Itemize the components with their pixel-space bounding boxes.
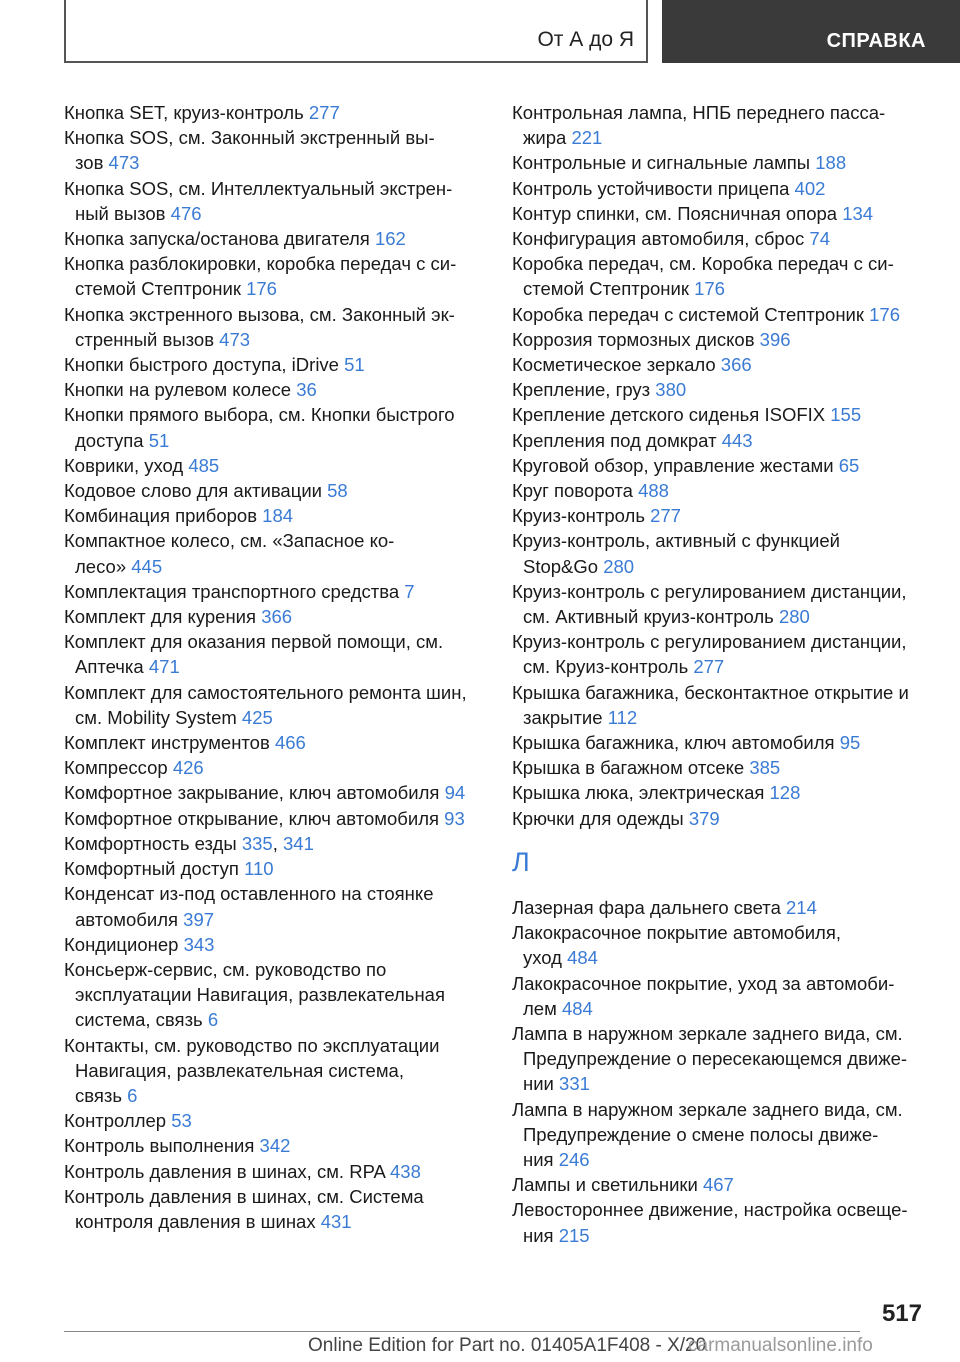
index-entry [512,920,932,970]
page-reference-link[interactable]: 280 [603,555,635,577]
index-group-l [512,895,932,1248]
index-entry-text: Компактное колесо, см. «Запасное ко- лесо» [64,530,395,577]
index-entry [64,176,484,226]
index-entry [64,730,484,755]
index-entry-text: Кодовое слово для активации [64,480,328,502]
page-reference-link[interactable]: 7 [404,580,415,602]
page-reference-link[interactable]: 58 [327,480,348,502]
index-entry [64,604,484,629]
index-entry [512,226,932,251]
page-reference-link[interactable]: 134 [842,202,874,224]
index-entry [64,932,484,957]
page-reference-link[interactable]: 277 [693,656,725,678]
index-entry-text: Лакокрасочное покрытие автомобиля, уход [512,922,841,969]
index-entry-text: Кнопка разблокировки, коробка передач с си- стемой Стептроник [64,253,457,300]
page-reference-link[interactable]: 51 [344,354,365,376]
index-column-left [64,100,484,1234]
index-entry-text: Круг поворота [512,480,639,502]
index-entry-text: Круиз-контроль с регулированием дистанции, см. Активный круиз-контроль [512,580,907,628]
edition-text: Online Edition for Part no. 01405A1F408 - X/20 [308,1335,707,1356]
index-entry-text: Контакты, см. руководство по эксплуатации Навигация, развлекательная система, связь [64,1034,440,1106]
index-entry-text: Крышка багажника, ключ автомобиля [512,732,840,754]
page-reference-link[interactable]: 380 [655,379,687,401]
index-entry-text: Кондиционер [64,933,184,955]
index-entry-text: Компрессор [64,757,173,779]
page-reference-link[interactable]: 366 [261,606,293,628]
index-entry-text: Комплект для самостоятельного ремонта шин, см. Mobility System [64,681,467,728]
index-entry-text: Контроль устойчивости прицепа [512,177,795,199]
index-entry-text: Комплект для оказания первой помощи, см. Аптечка [64,631,444,678]
page-reference-link[interactable]: 484 [567,947,598,969]
index-entry [512,327,932,352]
header-section-title: От А до Я [537,28,634,51]
index-entry [64,1184,484,1234]
index-entry-text: Кнопка SET, круиз-контроль [64,102,309,123]
index-entry [512,528,932,578]
index-column-right [512,100,932,1248]
page-reference-link[interactable]: 385 [749,757,781,779]
index-entry [64,478,484,503]
page-reference-link[interactable]: 426 [172,757,204,779]
section-letter: Л [512,846,530,877]
page-reference-link[interactable]: 215 [558,1224,590,1246]
page-reference-link[interactable]: 246 [558,1148,590,1170]
index-entry [64,579,484,604]
index-entry [512,730,932,755]
index-entry [512,1172,932,1197]
page-reference-link[interactable]: 110 [244,858,274,880]
index-entry-text: Кнопка SOS, см. Законный экстренный вы- зов [64,127,435,174]
header-chapter-title: СПРАВКА [826,30,926,52]
page-reference-link[interactable]: 214 [786,896,817,918]
index-entry: Комфортность езды 335, 341 [64,832,314,854]
index-entry [64,1108,484,1133]
page-reference-link[interactable]: 176 [869,303,901,325]
page-reference-link[interactable]: 94 [444,782,466,804]
index-entry-text: Конфигурация автомобиля, сброс [512,228,810,250]
index-entry [64,251,484,301]
page-number: 517 [881,1300,922,1327]
page-reference-link[interactable]: 162 [374,228,406,250]
index-entry [512,478,932,503]
page-reference-link[interactable]: 379 [688,807,720,829]
page-reference-link[interactable]: 176 [246,278,277,300]
page-reference-link[interactable]: 471 [148,656,180,678]
page-reference-link[interactable]: 36 [296,379,317,401]
index-entry-text: Коррозия тормозных дисков [512,328,760,350]
index-entry [64,302,484,352]
page-reference-link[interactable]: 176 [694,278,725,300]
index-entry-text: Контроллер [64,1110,172,1132]
index-entry [512,1021,932,1097]
index-entry-text: Конденсат из-под оставленного на стоянке автомобиля [64,883,434,930]
page-reference-link[interactable]: 445 [131,555,163,577]
index-entry [64,125,484,175]
index-entry [64,528,484,578]
index-entry-text: Контур спинки, см. Поясничная опора [512,202,843,224]
index-entry [512,503,932,528]
index-entry-text: Коробка передач с системой Стептроник [512,303,870,325]
page-reference-link[interactable]: 473 [219,328,251,350]
index-entry [64,780,484,805]
index-entry-text: Крючки для одежды [512,807,689,829]
page-reference-link[interactable]: 93 [444,807,465,829]
index-entry-text: Лампы и светильники [512,1174,703,1196]
index-entry [64,957,484,1033]
page-reference-link[interactable]: 466 [274,732,306,754]
page-reference-link[interactable]: 438 [390,1160,421,1182]
index-entry [512,302,932,327]
page-reference-link[interactable]: 335 [241,832,273,854]
index-entry [512,629,932,679]
index-entry-text: Комфортное закрывание, ключ автомобиля [64,782,445,804]
index-entry-text: Комплектация транспортного средства [64,580,405,602]
index-entry [64,453,484,478]
page-reference-link[interactable]: 280 [778,606,810,628]
page-reference-link[interactable]: 343 [183,933,215,955]
index-entry-text: Лампа в наружном зеркале заднего вида, см. Предупреждение о пересекающемся движе- нии [512,1022,908,1095]
index-entry-text: Контрольные и сигнальные лампы [512,152,816,174]
page-reference-link[interactable]: 425 [241,706,273,728]
index-entry [512,1197,932,1247]
index-entry [512,150,932,175]
index-entry-text: Крепления под домкрат [512,429,722,451]
index-entry [64,352,484,377]
index-entry [512,428,932,453]
index-entry-text: Кнопка SOS, см. Интеллектуальный экстрен- ный вызов [64,177,453,224]
index-entry-text: Комбинация приборов [64,505,263,527]
page-reference-link[interactable]: 277 [308,102,340,123]
index-entry-text: Комфортное открывание, ключ автомобиля [64,807,445,829]
index-entry-text: Комфортность езды [64,832,242,854]
page-reference-link[interactable]: 473 [108,152,140,174]
index-entry-text: Контроль выполнения [64,1135,260,1157]
page-reference-link[interactable]: 467 [702,1174,734,1196]
index-entry-text: Лазерная фара дальнего света [512,896,786,918]
page-reference-link[interactable]: 277 [650,505,681,527]
page-reference-link[interactable]: 402 [794,177,826,199]
page-reference-link[interactable]: 431 [320,1210,352,1232]
page-reference-link[interactable]: 342 [259,1135,291,1157]
index-entry [64,226,484,251]
index-entry-text: Кнопки быстрого доступа, iDrive [64,354,345,376]
index-entry [64,402,484,452]
index-entry [512,176,932,201]
index-entry-text: Лампа в наружном зеркале заднего вида, см. Предупреждение о смене полосы движе- ния [512,1098,903,1170]
index-entry-text: Круговой обзор, управление жестами [512,454,839,476]
page-reference-link[interactable]: 128 [769,782,801,804]
index-entry [64,1159,484,1184]
index-entry [64,100,484,125]
index-entry-text: Крышка в багажном отсеке [512,757,750,779]
index-entry-text: Комплект для курения [64,606,262,628]
index-entry-text: Лакокрасочное покрытие, уход за автомоби- лем [512,972,895,1019]
index-entry [512,680,932,730]
index-entry [64,856,484,881]
page-reference-link[interactable]: 397 [183,908,215,930]
index-entry-text: Кнопка экстренного вызова, см. Законный эк- стренный вызов [64,303,455,350]
index-entry-text: Круиз-контроль с регулированием дистанции, см. Круиз-контроль [512,631,907,678]
page-reference-link[interactable]: 221 [571,127,603,149]
header-section-tab [64,0,648,63]
index-entry [512,377,932,402]
index-entry-text: Комплект инструментов [64,732,275,754]
index-entry-text: Кнопки прямого выбора, см. Кнопки быстрого доступа [64,404,455,451]
index-entry-text: Консьерж-сервис, см. руководство по эксплуатации Навигация, развлекательная система, связь [64,958,445,1031]
index-entry [64,1133,484,1158]
page-reference-link[interactable]: 95 [839,732,861,754]
page-reference-link[interactable]: 488 [638,480,669,502]
index-group-k [512,100,932,831]
index-entry [512,402,932,427]
index-entry [512,806,932,831]
index-entry-text: Контроль давления в шинах, см. Система контроля давления в шинах [64,1185,424,1232]
index-entry-text: Коробка передач, см. Коробка передач с си- стемой Стептроник [512,253,894,300]
index-entry [512,100,932,150]
index-entry-text: Круиз-контроль, активный с функцией Stop&Go [512,530,840,577]
index-entry [64,881,484,931]
page-reference-link[interactable]: 184 [262,505,294,527]
index-entry-text: Контрольная лампа, НПБ переднего пасса- жира [512,102,886,149]
index-entry [64,629,484,679]
index-entry [512,971,932,1021]
index-entry-text: Крепление детского сиденья ISOFIX [512,404,831,426]
index-entry-text: Контроль давления в шинах, см. RPA [64,1160,390,1182]
index-entry-text: Крышка люка, электрическая [512,782,770,804]
page-reference-link[interactable]: 188 [815,152,847,174]
index-entry [64,503,484,528]
page-reference-link[interactable]: 341 [283,832,314,854]
index-entry-text: Кнопка запуска/останова двигателя [64,228,375,250]
page-reference-link[interactable]: 74 [809,228,830,250]
page-reference-link[interactable]: 484 [561,997,593,1019]
index-entry-text: Кнопки на рулевом колесе [64,379,297,401]
index-entry [512,895,932,920]
index-entry-text: Коврики, уход [64,454,189,476]
page-reference-link[interactable]: 485 [188,454,220,476]
index-entry [512,352,932,377]
index-entry [512,251,932,301]
index-entry-text: Косметическое зеркало [512,354,721,376]
index-entry [64,806,484,831]
index-entry [64,680,484,730]
index-entry-text: Комфортный доступ [64,858,245,880]
index-entry [512,780,932,805]
page-reference-link[interactable]: 476 [170,202,202,224]
footer-divider [64,1331,860,1332]
page-reference-link[interactable]: 155 [830,404,862,426]
index-entry [512,755,932,780]
index-entry-text: Круиз-контроль [512,505,651,527]
page-reference-link[interactable]: 331 [559,1073,590,1095]
page-reference-link[interactable]: 396 [759,328,791,350]
index-entry-text: Левостороннее движение, настройка освеще- ния [512,1199,908,1246]
index-entry [512,579,932,629]
page-reference-link[interactable]: 65 [838,454,860,476]
index-entry-text: Крышка багажника, бесконтактное открытие и закрытие [512,681,909,728]
index-entry [512,1097,932,1173]
page-reference-link[interactable]: 366 [720,354,752,376]
page-reference-link[interactable]: 6 [207,1009,219,1031]
page-reference-link[interactable]: 6 [127,1084,138,1106]
page-reference-link[interactable]: 53 [171,1110,192,1132]
page-reference-link[interactable]: 112 [607,706,638,728]
index-entry-text: Крепление, груз [512,379,656,401]
page-reference-link[interactable]: 51 [148,429,170,451]
page-reference-link[interactable]: 443 [721,429,753,451]
index-entry [64,377,484,402]
watermark: carmanualsonline.info [688,1335,873,1356]
index-entry [512,453,932,478]
index-entry [512,201,932,226]
index-entry [64,755,484,780]
index-entry [64,1033,484,1109]
header-chapter-tab [662,0,960,63]
